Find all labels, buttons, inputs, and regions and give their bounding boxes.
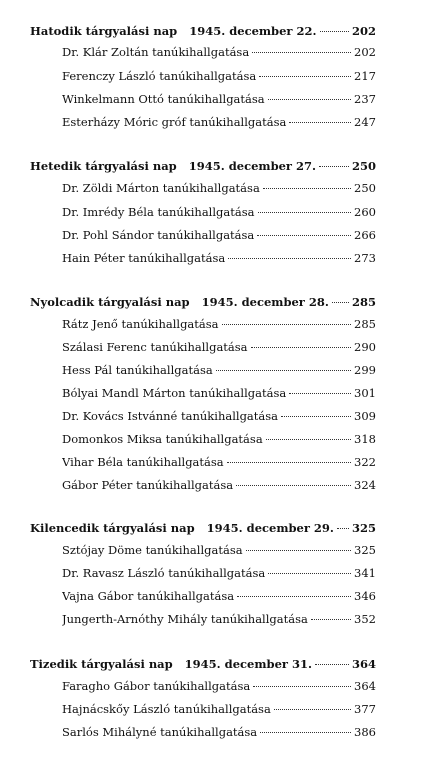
day-date: 1945. december 27. xyxy=(188,159,317,173)
entry-label: Dr. Kovács Istvánné tanúkihallgatása xyxy=(62,409,279,423)
entry-label: Dr. Zöldi Márton tanúkihallgatása xyxy=(62,181,260,195)
entry-label: Vajna Gábor tanúkihallgatása xyxy=(62,589,235,603)
dot-leader xyxy=(252,52,351,53)
dot-leader xyxy=(289,122,351,123)
page-number: 237 xyxy=(354,92,376,106)
entry-label: Dr. Klár Zoltán tanúkihallgatása xyxy=(62,45,250,59)
entry-label: Hain Péter tanúkihallgatása xyxy=(62,251,226,265)
page-number: 377 xyxy=(354,702,376,716)
entry-label: Domonkos Miksa tanúkihallgatása xyxy=(62,432,263,446)
dot-leader xyxy=(337,528,349,529)
page-number: 299 xyxy=(354,363,376,377)
page-number: 324 xyxy=(354,478,376,492)
entry-label: Dr. Ravasz László tanúkihallgatása xyxy=(62,566,266,580)
toc-entry xyxy=(62,315,376,333)
toc-entry xyxy=(62,249,376,267)
page-number: 250 xyxy=(354,181,376,195)
day-title: Kilencedik tárgyalási nap xyxy=(30,521,195,535)
toc-entry xyxy=(62,407,376,425)
entry-label: Bólyai Mandl Márton tanúkihallgatása xyxy=(62,386,287,400)
entry-label: Dr. Pohl Sándor tanúkihallgatása xyxy=(62,228,255,242)
dot-leader xyxy=(251,347,351,348)
day-date: 1945. december 31. xyxy=(184,657,312,671)
entry-label: Jungerth-Arnóthy Mihály tanúkihallgatása xyxy=(62,612,308,626)
toc-entry xyxy=(62,700,376,718)
toc-entry xyxy=(62,541,376,559)
page-number: 266 xyxy=(354,228,376,242)
toc-entry xyxy=(62,113,376,131)
toc-entry xyxy=(62,338,376,356)
dot-leader xyxy=(266,439,351,440)
dot-leader xyxy=(281,416,351,417)
toc-entry xyxy=(62,226,376,244)
dot-leader xyxy=(257,235,351,236)
page-number: 247 xyxy=(354,115,376,129)
dot-leader xyxy=(227,462,351,463)
page-number: 325 xyxy=(351,521,376,535)
dot-leader xyxy=(332,302,349,303)
toc-entry xyxy=(62,67,376,85)
dot-leader xyxy=(315,664,349,665)
page-number: 364 xyxy=(354,679,376,693)
toc-entry xyxy=(62,361,376,379)
dot-leader xyxy=(246,550,351,551)
entry-label: Hess Pál tanúkihallgatása xyxy=(62,363,213,377)
entry-label: Rátz Jenő tanúkihallgatása xyxy=(62,317,219,331)
page-number: 318 xyxy=(354,432,376,446)
dot-leader xyxy=(259,76,351,77)
page-number: 352 xyxy=(354,612,376,626)
toc-entry xyxy=(62,90,376,108)
entry-label: Hajnácskőy László tanúkihallgatása xyxy=(62,702,271,716)
toc-entry xyxy=(62,677,376,695)
dot-leader xyxy=(320,31,349,32)
toc-entry xyxy=(62,453,376,471)
toc-heading xyxy=(30,655,376,673)
day-date: 1945. december 28. xyxy=(201,295,329,309)
entry-label: Vihar Béla tanúkihallgatása xyxy=(62,455,224,469)
day-title: Nyolcadik tárgyalási nap xyxy=(30,295,190,309)
toc-entry xyxy=(62,430,376,448)
dot-leader xyxy=(319,166,349,167)
dot-leader xyxy=(311,619,351,620)
dot-leader xyxy=(236,485,351,486)
page-number: 217 xyxy=(354,69,376,83)
page-number: 364 xyxy=(351,657,376,671)
day-date: 1945. december 22. xyxy=(189,24,317,38)
page-number: 250 xyxy=(351,159,376,173)
toc-entry xyxy=(62,564,376,582)
day-title: Tizedik tárgyalási nap xyxy=(30,657,173,671)
toc-heading xyxy=(30,22,376,40)
page-number: 260 xyxy=(354,205,376,219)
page-number: 273 xyxy=(354,251,376,265)
page-number: 202 xyxy=(354,45,376,59)
dot-leader xyxy=(260,732,351,733)
entry-label: Sztójay Döme tanúkihallgatása xyxy=(62,543,243,557)
page-number: 285 xyxy=(354,317,376,331)
entry-label: Dr. Imrédy Béla tanúkihallgatása xyxy=(62,205,255,219)
dot-leader xyxy=(268,573,351,574)
toc-entry xyxy=(62,384,376,402)
dot-leader xyxy=(237,596,351,597)
page-number: 290 xyxy=(354,340,376,354)
page-number: 346 xyxy=(354,589,376,603)
entry-label: Esterházy Móric gróf tanúkihallgatása xyxy=(62,115,287,129)
toc-entry xyxy=(62,179,376,197)
dot-leader xyxy=(253,686,351,687)
page-number: 325 xyxy=(354,543,376,557)
entry-label: Ferenczy László tanúkihallgatása xyxy=(62,69,257,83)
toc-heading xyxy=(30,157,376,175)
page-number: 285 xyxy=(351,295,376,309)
dot-leader xyxy=(263,188,351,189)
day-title: Hetedik tárgyalási nap xyxy=(30,159,177,173)
toc-entry xyxy=(62,43,376,61)
toc-entry xyxy=(62,476,376,494)
page-number: 301 xyxy=(354,386,376,400)
toc-heading xyxy=(30,293,376,311)
page-number: 202 xyxy=(351,24,376,38)
entry-label: Szálasi Ferenc tanúkihallgatása xyxy=(62,340,248,354)
toc-entry xyxy=(62,723,376,741)
entry-label: Gábor Péter tanúkihallgatása xyxy=(62,478,234,492)
dot-leader xyxy=(228,258,351,259)
dot-leader xyxy=(274,709,351,710)
toc-entry xyxy=(62,610,376,628)
dot-leader xyxy=(258,212,352,213)
day-date: 1945. december 29. xyxy=(206,521,334,535)
toc-entry xyxy=(62,587,376,605)
toc-entry xyxy=(62,203,376,221)
toc-heading xyxy=(30,519,376,537)
entry-label: Winkelmann Ottó tanúkihallgatása xyxy=(62,92,265,106)
day-title: Hatodik tárgyalási nap xyxy=(30,24,178,38)
dot-leader xyxy=(289,393,351,394)
entry-label: Faragho Gábor tanúkihallgatása xyxy=(62,679,251,693)
page-number: 309 xyxy=(354,409,376,423)
dot-leader xyxy=(268,99,351,100)
entry-label: Sarlós Mihályné tanúkihallgatása xyxy=(62,725,258,739)
page-number: 386 xyxy=(354,725,376,739)
dot-leader xyxy=(222,324,351,325)
page-number: 322 xyxy=(354,455,376,469)
dot-leader xyxy=(216,370,351,371)
page-number: 341 xyxy=(354,566,376,580)
